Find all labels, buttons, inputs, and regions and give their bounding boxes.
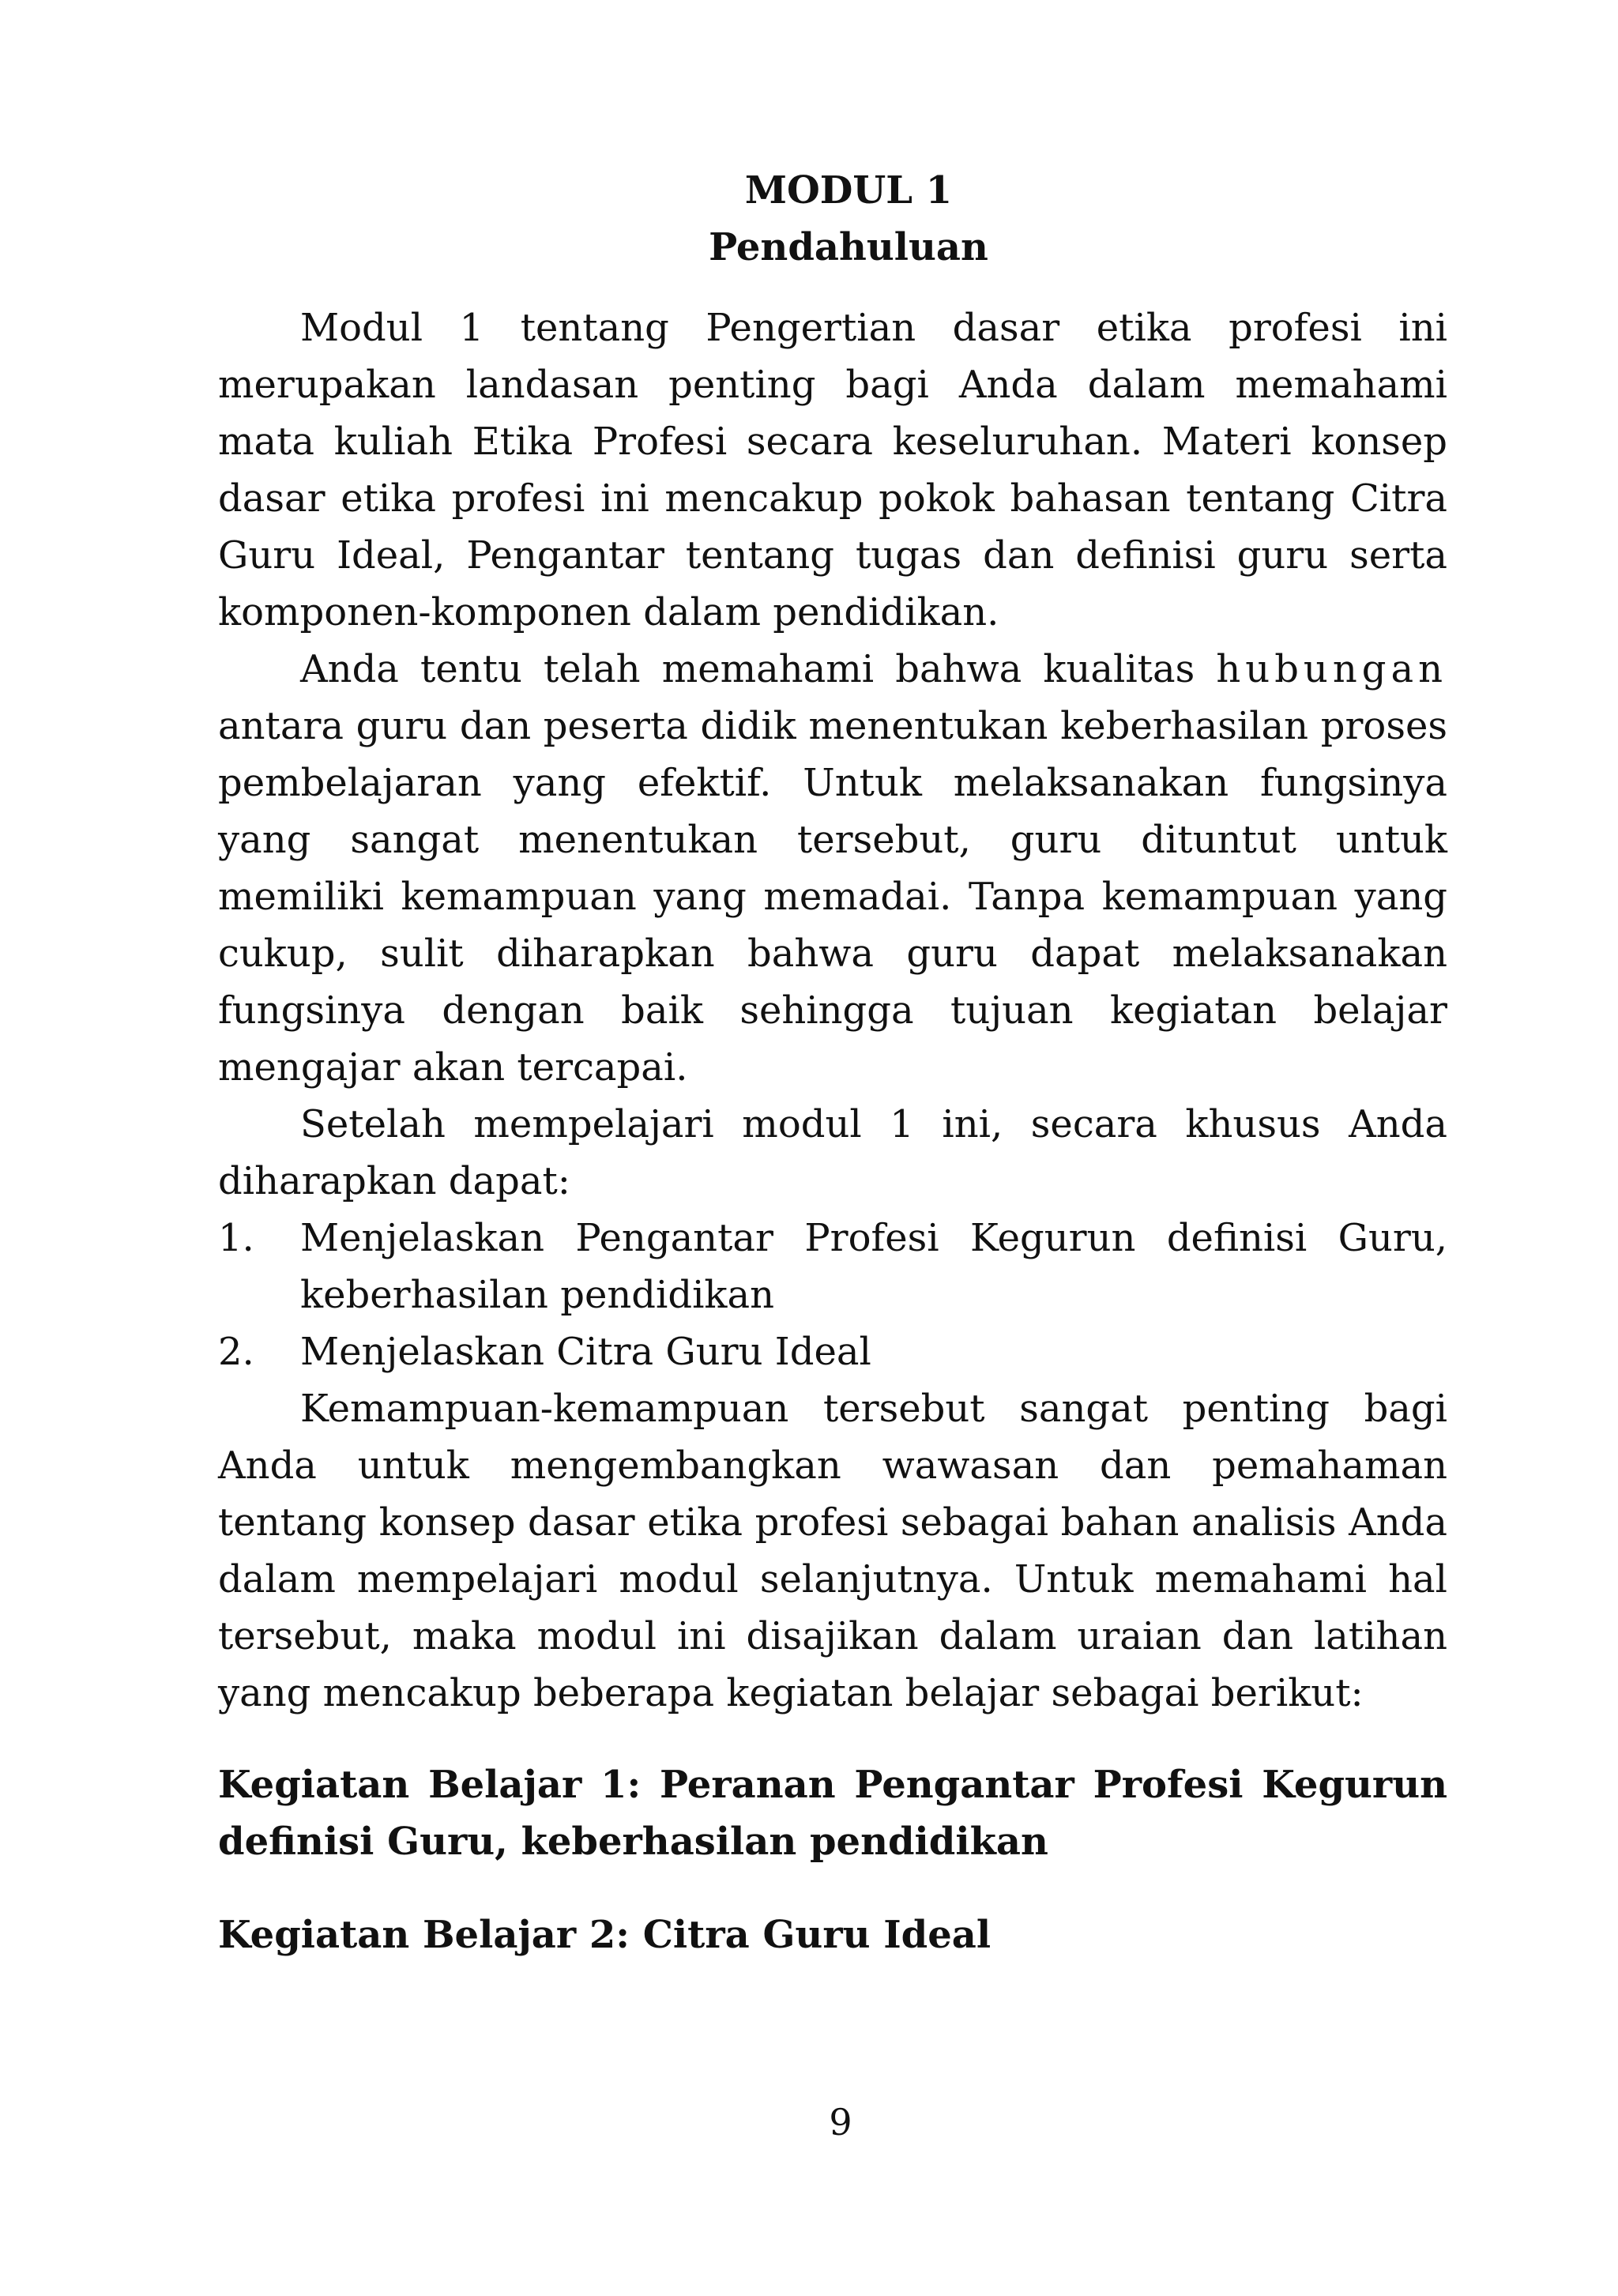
quality-paragraph: [218, 641, 1447, 1096]
activity-heading-2: Kegiatan Belajar 2: Citra Guru Ideal: [218, 1913, 991, 1957]
module-body: [218, 299, 1447, 1963]
list-item-text: Menjelaskan Citra Guru Ideal: [300, 1330, 871, 1374]
quality-paragraph-start: Anda tentu telah memahami bahwa kualitas: [300, 647, 1217, 691]
quality-paragraph-end: antara guru dan peserta didik menentukan keberhasilan proses pembelajaran yang efektif. Untuk melaksanakan fungsinya yang sangat menentukan tersebut, guru dituntut untuk memiliki kemampuan yang memadai. Tanpa kemampuan yang cukup, sulit diharapkan bahwa guru dapat melaksanakan fungsinya dengan baik sehingga tujuan kegiatan belajar mengajar akan tercapai.: [218, 704, 1447, 1090]
activity-heading-1: Kegiatan Belajar 1: Peranan Pengantar Profesi Kegurun definisi Guru, keberhasilan pendidikan: [218, 1763, 1447, 1864]
list-item-number: 2.: [218, 1330, 254, 1374]
module-subtitle: Pendahuluan: [709, 225, 988, 269]
spaced-word: hubungan: [1216, 647, 1447, 691]
list-item-text: Menjelaskan Pengantar Profesi Kegurun definisi Guru, keberhasilan pendidikan: [300, 1216, 1447, 1317]
abilities-paragraph: Kemampuan-kemampuan tersebut sangat penting bagi Anda untuk mengembangkan wawasan dan pemahaman tentang konsep dasar etika profesi sebagai bahan analisis Anda dalam mempelajari modul selanjutnya. Untuk memahami hal tersebut, maka modul ini disajikan dalam uraian dan latihan yang mencakup beberapa kegiatan belajar sebagai berikut:: [218, 1387, 1447, 1715]
objectives-list: [218, 1210, 1447, 1380]
intro-paragraph: Modul 1 tentang Pengertian dasar etika profesi ini merupakan landasan penting bagi Anda dalam memahami mata kuliah Etika Profesi secara keseluruhan. Materi konsep dasar etika profesi ini mencakup pokok bahasan tentang Citra Guru Ideal, Pengantar tentang tugas dan definisi guru serta komponen-komponen dalam pendidikan.: [218, 306, 1447, 634]
list-item-number: 1.: [218, 1216, 254, 1260]
module-heading: [250, 162, 1447, 276]
objectives-intro-paragraph: Setelah mempelajari modul 1 ini, secara khusus Anda diharapkan dapat:: [218, 1102, 1447, 1203]
list-item: [218, 1323, 1447, 1380]
document-page: [218, 162, 1447, 1963]
list-item: [218, 1210, 1447, 1323]
page-number: 9: [829, 2101, 852, 2144]
module-title: MODUL 1: [744, 168, 953, 213]
